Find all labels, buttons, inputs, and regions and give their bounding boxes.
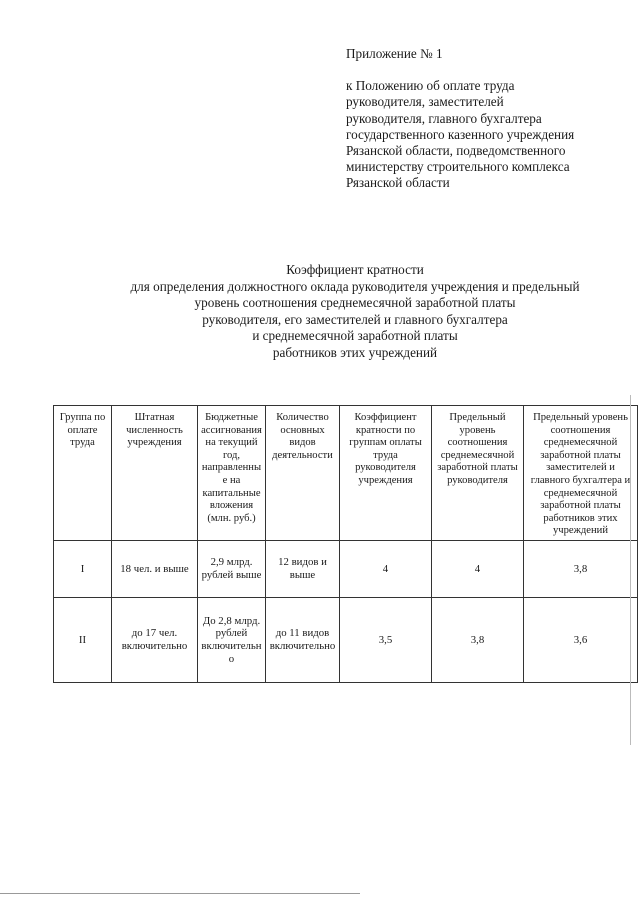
table-cell: 3,5 [340, 597, 432, 682]
annex-line: руководителя, главного бухгалтера [346, 110, 542, 126]
table-cell: II [54, 597, 112, 682]
annex-block [346, 46, 631, 192]
header-staff: Штатная численность учреждения [112, 406, 198, 541]
table-cell: 4 [432, 540, 524, 597]
table-cell: 12 видов и выше [266, 540, 340, 597]
table-cell: 18 чел. и выше [112, 540, 198, 597]
table-row [54, 597, 638, 682]
heading-line: Коэффициент кратности [286, 262, 424, 277]
heading-line: работников этих учреждений [272, 344, 438, 360]
header-group: Группа по оплате труда [54, 406, 112, 541]
heading-line: уровень соотношения среднемесячной заработной платы [194, 295, 516, 311]
table-cell: I [54, 540, 112, 597]
header-activities: Количество основных видов деятельности [266, 406, 340, 541]
annex-line: Рязанской области [346, 175, 450, 191]
annex-line: к Положению об оплате труда [346, 78, 515, 94]
header-deputies-ratio: Предельный уровень соотношения среднемесячной заработной платы заместителей и главного бухгалтера и среднемесячной заработной платы работников этих учреждений [524, 406, 638, 541]
header-coefficient: Коэффициент кратности по группам оплаты труда руководителя учреждения [340, 406, 432, 541]
table-cell: до 17 чел. включительно [112, 597, 198, 682]
coefficient-table [53, 405, 638, 683]
table-header-row [54, 406, 638, 541]
table-cell: 4 [340, 540, 432, 597]
header-head-ratio: Предельный уровень соотношения среднемесячной заработной платы руководителя [432, 406, 524, 541]
heading-line: руководителя, его заместителей и главного бухгалтера [202, 311, 508, 327]
table-cell: До 2,8 млрд. рублей включительно [198, 597, 266, 682]
annex-line: государственного казенного учреждения [346, 126, 575, 142]
table-cell: 3,8 [432, 597, 524, 682]
table-row [54, 540, 638, 597]
table-cell: до 11 видов включительно [266, 597, 340, 682]
annex-title: Приложение № 1 [346, 46, 443, 61]
annex-line: Рязанской области, подведомственного [346, 143, 566, 159]
annex-line: руководителя, заместителей [346, 94, 504, 110]
table-cell: 2,9 млрд. рублей выше [198, 540, 266, 597]
header-budget: Бюджетные ассигнования на текущий год, направленные на капитальные вложения (млн. руб.) [198, 406, 266, 541]
table-cell: 3,8 [524, 540, 638, 597]
table-cell: 3,6 [524, 597, 638, 682]
annex-line: министерству строительного комплекса [346, 159, 570, 175]
heading-line: и среднемесячной заработной платы [252, 328, 458, 344]
scan-edge-line [630, 395, 631, 745]
document-heading [60, 262, 640, 362]
scan-footer-line [0, 893, 360, 894]
heading-line: для определения должностного оклада руководителя учреждения и предельный [130, 278, 580, 294]
